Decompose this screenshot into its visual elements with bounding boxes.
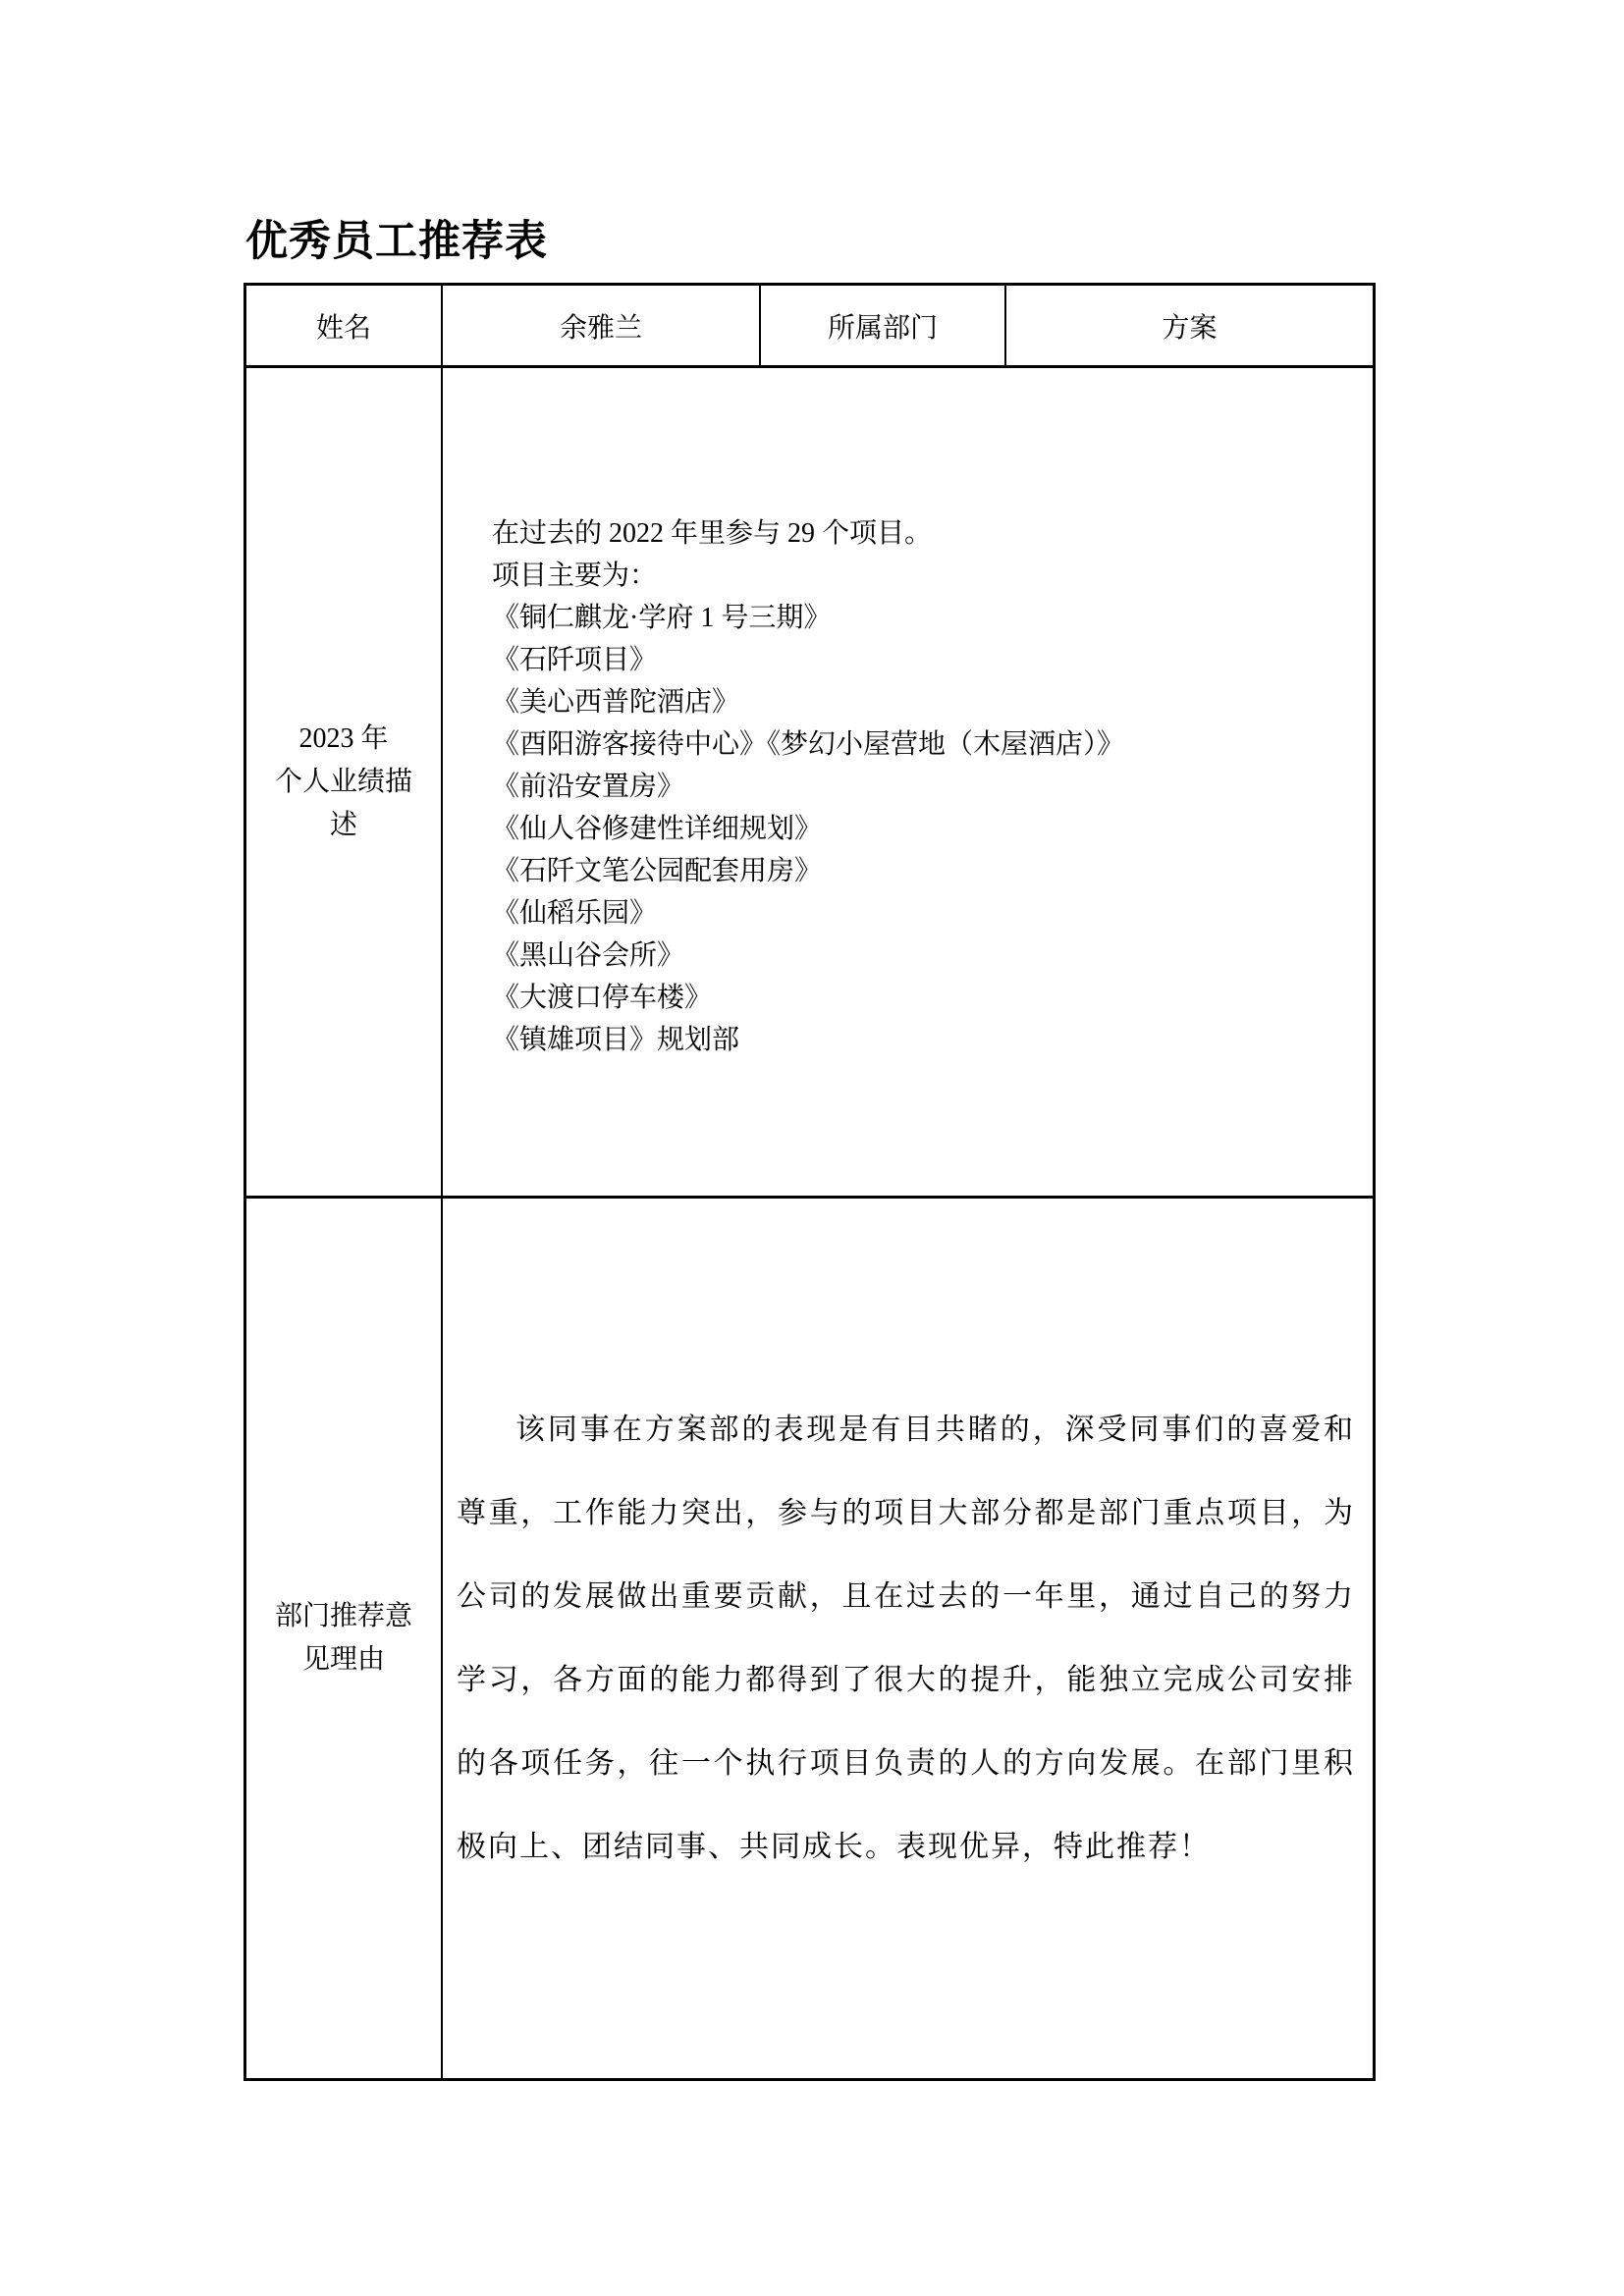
performance-line: 《大渡口停车楼》 [492,983,713,1013]
performance-line: 《黑山谷会所》 [492,940,685,971]
recommendation-label-cell [246,1199,443,2078]
performance-line: 《铜仁麒龙·学府 1 号三期》 [492,603,832,633]
performance-label-line: 2023 年 [298,722,389,754]
performance-label-line: 个人业绩描 [274,766,412,797]
performance-line: 项目主要为： [492,561,658,591]
performance-line: 《仙稻乐园》 [492,898,658,929]
department-label-cell: 所属部门 [761,286,1006,365]
performance-line: 《前沿安置房》 [492,772,685,802]
performance-line: 《仙人谷修建性详细规划》 [492,814,823,844]
recommendation-label-line: 部门推荐意 [274,1601,412,1631]
performance-line: 在过去的 2022 年里参与 29 个项目。 [492,518,933,549]
department-value-cell: 方案 [1162,312,1218,344]
recommendation-label-line: 见理由 [301,1644,385,1675]
performance-line: 《石阡文笔公园配套用房》 [492,856,823,886]
performance-line: 《石阡项目》 [492,645,658,675]
performance-content-cell [443,368,1373,1196]
performance-label-line: 述 [329,809,357,840]
recommendation-content-cell [443,1199,1373,2078]
performance-row [246,368,1373,1199]
page-title: 优秀员工推荐表 [245,219,548,265]
performance-line: 《酉阳游客接待中心》《梦幻小屋营地（木屋酒店）》 [492,729,1125,760]
recommendation-paragraph: 该同事在方案部的表现是有目共睹的，深受同事们的喜爱和尊重，工作能力突出，参与的项目大部分都是部门重点项目，为公司的发展做出重要贡献，且在过去的一年里，通过自己的努力学习，各方面的能力都得到了很大的提升，能独立完成公司安排的各项任务，往一个执行项目负责的人的方向发展。在部门里积极向上、团结同事、共同成长。表现优异，特此推荐！ [457,1414,1355,1863]
table-header-row [246,286,1373,368]
performance-line: 《美心西普陀酒店》 [492,687,740,718]
recommendation-form-table [244,283,1376,2081]
performance-line: 《镇雄项目》规划部 [492,1025,740,1055]
recommendation-row [246,1199,1373,2078]
name-label-cell: 姓名 [246,286,443,365]
name-value-cell: 余雅兰 [443,286,761,365]
performance-label-cell [246,368,443,1196]
